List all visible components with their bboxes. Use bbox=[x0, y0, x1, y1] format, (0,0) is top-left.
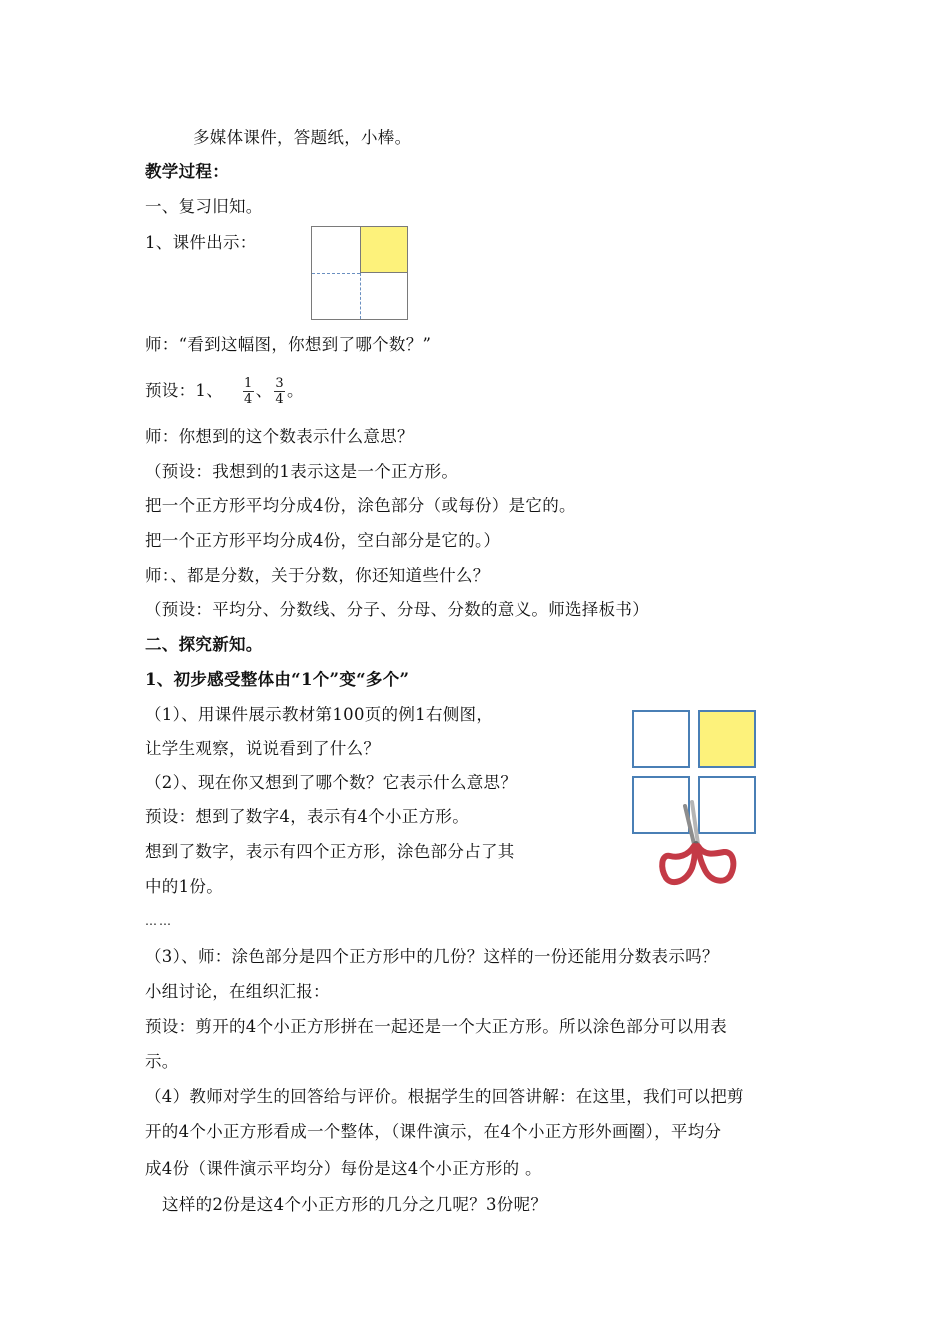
fraction-numerator: 1 bbox=[244, 375, 253, 391]
paragraph-2-more-2: 中的1份。 bbox=[145, 877, 223, 896]
paragraph-3-preset-1: 预设：剪开的4个小正方形拼在一起还是一个大正方形。所以涂色部分可以用表 bbox=[145, 1017, 727, 1036]
fraction-denominator: 4 bbox=[275, 391, 284, 407]
fraction-three-quarters bbox=[274, 376, 285, 407]
preset-1-separator: 、 bbox=[255, 381, 273, 400]
paragraph-1a: （1）、用课件展示教材第100页的例1右侧图， bbox=[145, 705, 494, 724]
fraction-numerator: 3 bbox=[275, 375, 284, 391]
preset-3: （预设：平均分、分数线、分子、分母、分数的意义。师选择板书） bbox=[145, 600, 649, 619]
explain-line-a: 把一个正方形平均分成4份，涂色部分（或每份）是它的。 bbox=[145, 496, 576, 515]
preset-1 bbox=[145, 368, 304, 414]
materials-line: 多媒体课件，答题纸，小棒。 bbox=[193, 128, 412, 147]
paragraph-3: （3）、师：涂色部分是四个正方形中的几份？这样的一份还能用分数表示吗？ bbox=[145, 947, 719, 966]
teacher-question-2: 师：你想到的这个数表示什么意思？ bbox=[145, 427, 414, 446]
teacher-question-1: 师：“看到这幅图，你想到了哪个数？” bbox=[145, 335, 432, 354]
subsection-1-heading: 1、初步感受整体由“1个”变“多个” bbox=[145, 670, 410, 689]
fraction-figure-1 bbox=[311, 226, 408, 320]
paragraph-4b: 开的4个小正方形看成一个整体，（课件演示，在4个小正方形外画圈），平均分 bbox=[145, 1122, 722, 1141]
section1-heading: 一、复习旧知。 bbox=[145, 197, 263, 216]
preset-2: （预设：我想到的1表示这是一个正方形。 bbox=[145, 462, 459, 481]
paragraph-3-discuss: 小组讨论，在组织汇报： bbox=[145, 982, 330, 1001]
paragraph-2-more-1: 想到了数字，表示有四个正方形，涂色部分占了其 bbox=[145, 842, 515, 861]
paragraph-2-preset: 预设：想到了数字4，表示有4个小正方形。 bbox=[145, 807, 469, 826]
paragraph-5: 这样的2份是这4个小正方形的几分之几呢？3份呢？ bbox=[162, 1195, 548, 1214]
ellipsis: …… bbox=[145, 914, 173, 928]
explain-line-b: 把一个正方形平均分成4份，空白部分是它的。） bbox=[145, 531, 501, 550]
paragraph-1b: 让学生观察，说说看到了什么？ bbox=[145, 739, 381, 758]
shaded-quarter bbox=[360, 227, 407, 273]
scissors-icon bbox=[628, 706, 760, 886]
item1-line: 1、课件出示： bbox=[145, 233, 257, 252]
paragraph-4a: （4）教师对学生的回答给与评价。根据学生的回答讲解：在这里，我们可以把剪 bbox=[145, 1087, 744, 1106]
paragraph-2: （2）、现在你又想到了哪个数？它表示什么意思？ bbox=[145, 773, 518, 792]
teacher-question-3: 师：、都是分数，关于分数，你还知道些什么？ bbox=[145, 566, 490, 585]
preset-1-end: 。 bbox=[286, 381, 304, 400]
vertical-divider bbox=[360, 273, 361, 319]
process-heading: 教学过程： bbox=[145, 162, 229, 181]
four-squares-figure bbox=[628, 706, 760, 886]
section2-heading: 二、探究新知。 bbox=[145, 635, 263, 654]
preset-1-prefix: 预设：1、 bbox=[145, 381, 223, 400]
horizontal-divider bbox=[312, 273, 360, 274]
paragraph-4c: 成4份（课件演示平均分）每份是这4个小正方形的 。 bbox=[145, 1159, 542, 1178]
fraction-one-quarter bbox=[243, 376, 254, 407]
paragraph-3-preset-2: 示。 bbox=[145, 1052, 179, 1071]
fraction-denominator: 4 bbox=[244, 391, 253, 407]
